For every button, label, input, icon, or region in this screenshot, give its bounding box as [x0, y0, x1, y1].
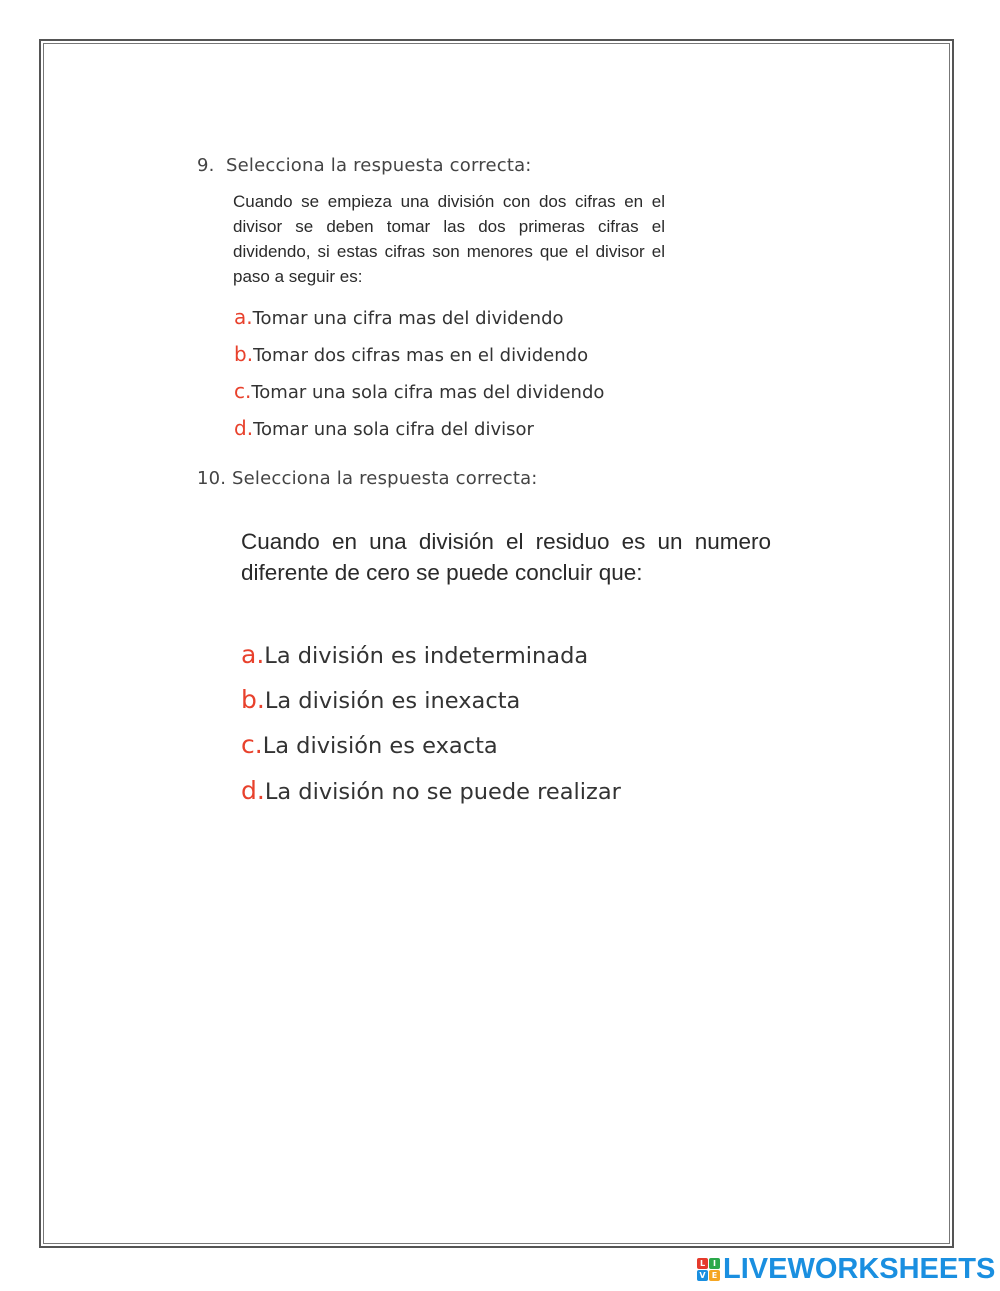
option-letter: d. — [234, 416, 254, 440]
liveworksheets-logo[interactable] — [697, 1253, 995, 1285]
option-text: Tomar una sola cifra mas del dividendo — [251, 382, 605, 403]
option-text: La división no se puede realizar — [264, 779, 621, 805]
logo-block-i: I — [709, 1258, 720, 1269]
question-9-title-text: Selecciona la respuesta correcta: — [226, 155, 532, 176]
option-letter: a. — [234, 305, 253, 329]
logo-block-l: L — [697, 1258, 708, 1269]
logo-block-v: V — [697, 1270, 708, 1281]
question-10-option-a[interactable] — [241, 640, 588, 669]
question-9-stem: Cuando se empieza una división con dos cifras en el divisor se deben tomar las dos primeras cifras el dividendo, si estas cifras son menores que el divisor el paso a seguir es: — [233, 192, 665, 286]
option-letter: b. — [241, 685, 265, 714]
option-text: Tomar una sola cifra del divisor — [253, 419, 534, 440]
question-10-stem: Cuando en una división el residuo es un numero diferente de cero se puede concluir que: — [241, 529, 771, 585]
question-10-title — [197, 468, 538, 489]
question-9-number: 9. — [197, 155, 215, 176]
option-letter: a. — [241, 640, 265, 669]
logo-text: LIVEWORKSHEETS — [723, 1253, 996, 1285]
question-9-option-c[interactable] — [234, 379, 604, 403]
option-text: La división es exacta — [262, 733, 498, 759]
logo-blocks-icon — [697, 1258, 720, 1281]
option-letter: c. — [234, 379, 252, 403]
logo-block-e: E — [709, 1270, 720, 1281]
option-text: Tomar dos cifras mas en el dividendo — [253, 345, 589, 366]
question-10-number: 10. — [197, 468, 227, 489]
option-letter: d. — [241, 776, 265, 805]
question-9-option-b[interactable] — [234, 342, 588, 366]
question-10-option-b[interactable] — [241, 685, 520, 714]
option-text: Tomar una cifra mas del dividendo — [252, 308, 564, 329]
question-9-option-d[interactable] — [234, 416, 534, 440]
question-10-title-text: Selecciona la respuesta correcta: — [232, 468, 538, 489]
question-9-title — [197, 155, 532, 176]
option-text: La división es indeterminada — [264, 643, 589, 669]
question-10-option-c[interactable] — [241, 730, 498, 759]
option-letter: c. — [241, 730, 263, 759]
question-9-option-a[interactable] — [234, 305, 564, 329]
question-10-option-d[interactable] — [241, 776, 621, 805]
option-letter: b. — [234, 342, 254, 366]
option-text: La división es inexacta — [264, 688, 521, 714]
